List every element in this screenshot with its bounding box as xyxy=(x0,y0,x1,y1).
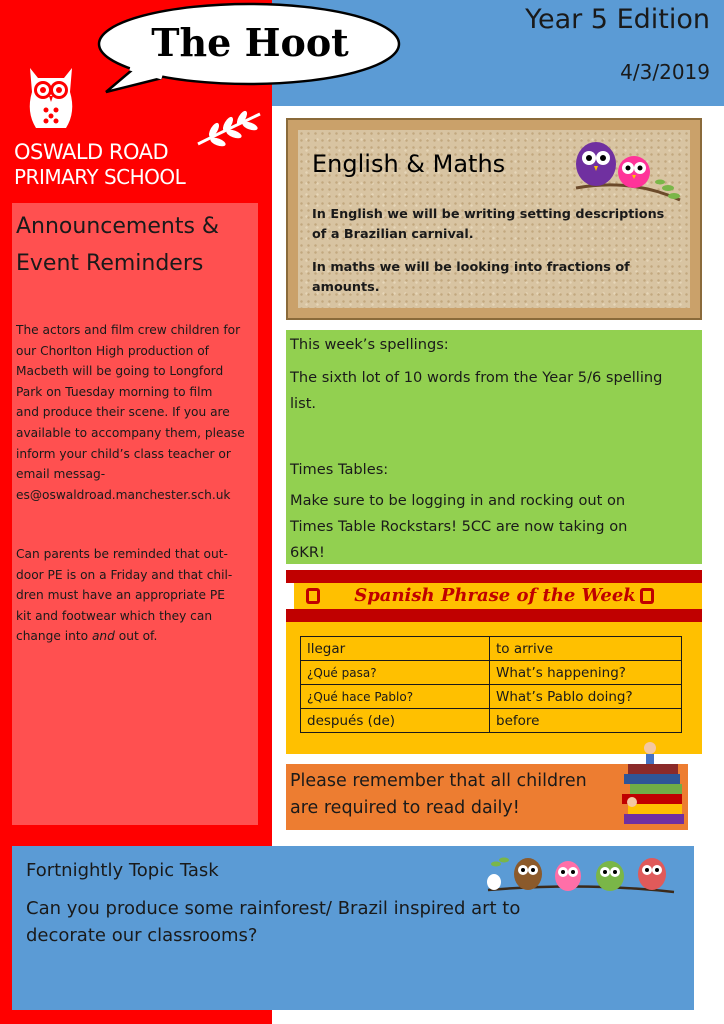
book-stack-icon xyxy=(618,738,692,834)
school-name-line1: OSWALD ROAD xyxy=(14,140,169,164)
topic-task-text: Can you produce some rainforest/ Brazil inspired art to decorate our classrooms? xyxy=(26,898,521,946)
leaf-branch-icon xyxy=(196,108,262,148)
spanish-title: Spanish Phrase of the Week xyxy=(354,585,636,606)
english-text: In English we will be writing setting descriptions of a Brazilian carnival. xyxy=(312,207,665,242)
announcement-filming: The actors and film crew children for our Chorlton High production of Macbeth will be going to Longford Park on Tuesday morning to film and produce their scene. If you are available to accompany them, please inform your child’s class teacher or email messag- es@oswaldroad.manchester.sch.uk xyxy=(16,320,258,505)
table-row xyxy=(301,685,682,709)
phrase-spanish: llegar xyxy=(301,637,490,661)
table-row xyxy=(301,637,682,661)
maths-text: In maths we will be looking into fractions of amounts. xyxy=(312,260,630,295)
issue-date: 4/3/2019 xyxy=(620,60,710,84)
phrase-spanish: ¿Qué pasa? xyxy=(301,661,490,685)
phrase-spanish: después (de) xyxy=(301,709,490,733)
reading-reminder: Please remember that all children are required to read daily! xyxy=(290,771,587,818)
announcements-panel xyxy=(12,203,258,825)
english-maths-title: English & Maths xyxy=(312,150,506,178)
announcements-title: Announcements & Event Reminders xyxy=(16,214,220,276)
phrase-english: before xyxy=(490,709,682,733)
table-row xyxy=(301,709,682,733)
phrase-english: to arrive xyxy=(490,637,682,661)
times-tables-text: Make sure to be logging in and rocking out on Times Table Rockstars! 5CC are now taking on 6KR! xyxy=(290,492,628,561)
spellings-heading: This week’s spellings: xyxy=(290,336,449,353)
phrase-english: What’s Pablo doing? xyxy=(490,685,682,709)
topic-task-heading: Fortnightly Topic Task xyxy=(26,860,219,881)
table-row xyxy=(301,661,682,685)
contact-email[interactable]: es@oswaldroad.manchester.sch.uk xyxy=(16,487,231,502)
phrase-english: What’s happening? xyxy=(490,661,682,685)
spanish-phrase-table xyxy=(300,636,682,733)
newsletter-title: The Hoot xyxy=(151,20,349,65)
announcement-pe: Can parents be reminded that out- door PE is on a Friday and that chil- dren must have an appropriate PE kit and footwear which they can change into and out of. xyxy=(16,547,233,644)
school-name-line2: PRIMARY SCHOOL xyxy=(14,165,186,189)
times-tables-heading: Times Tables: xyxy=(290,461,389,478)
edition-label: Year 5 Edition xyxy=(525,4,710,35)
owl-pair-icon xyxy=(572,138,684,204)
owl-row-icon xyxy=(484,852,678,896)
spellings-text: The sixth lot of 10 words from the Year 5/6 spelling list. xyxy=(290,369,663,412)
phrase-spanish: ¿Qué hace Pablo? xyxy=(301,685,490,709)
